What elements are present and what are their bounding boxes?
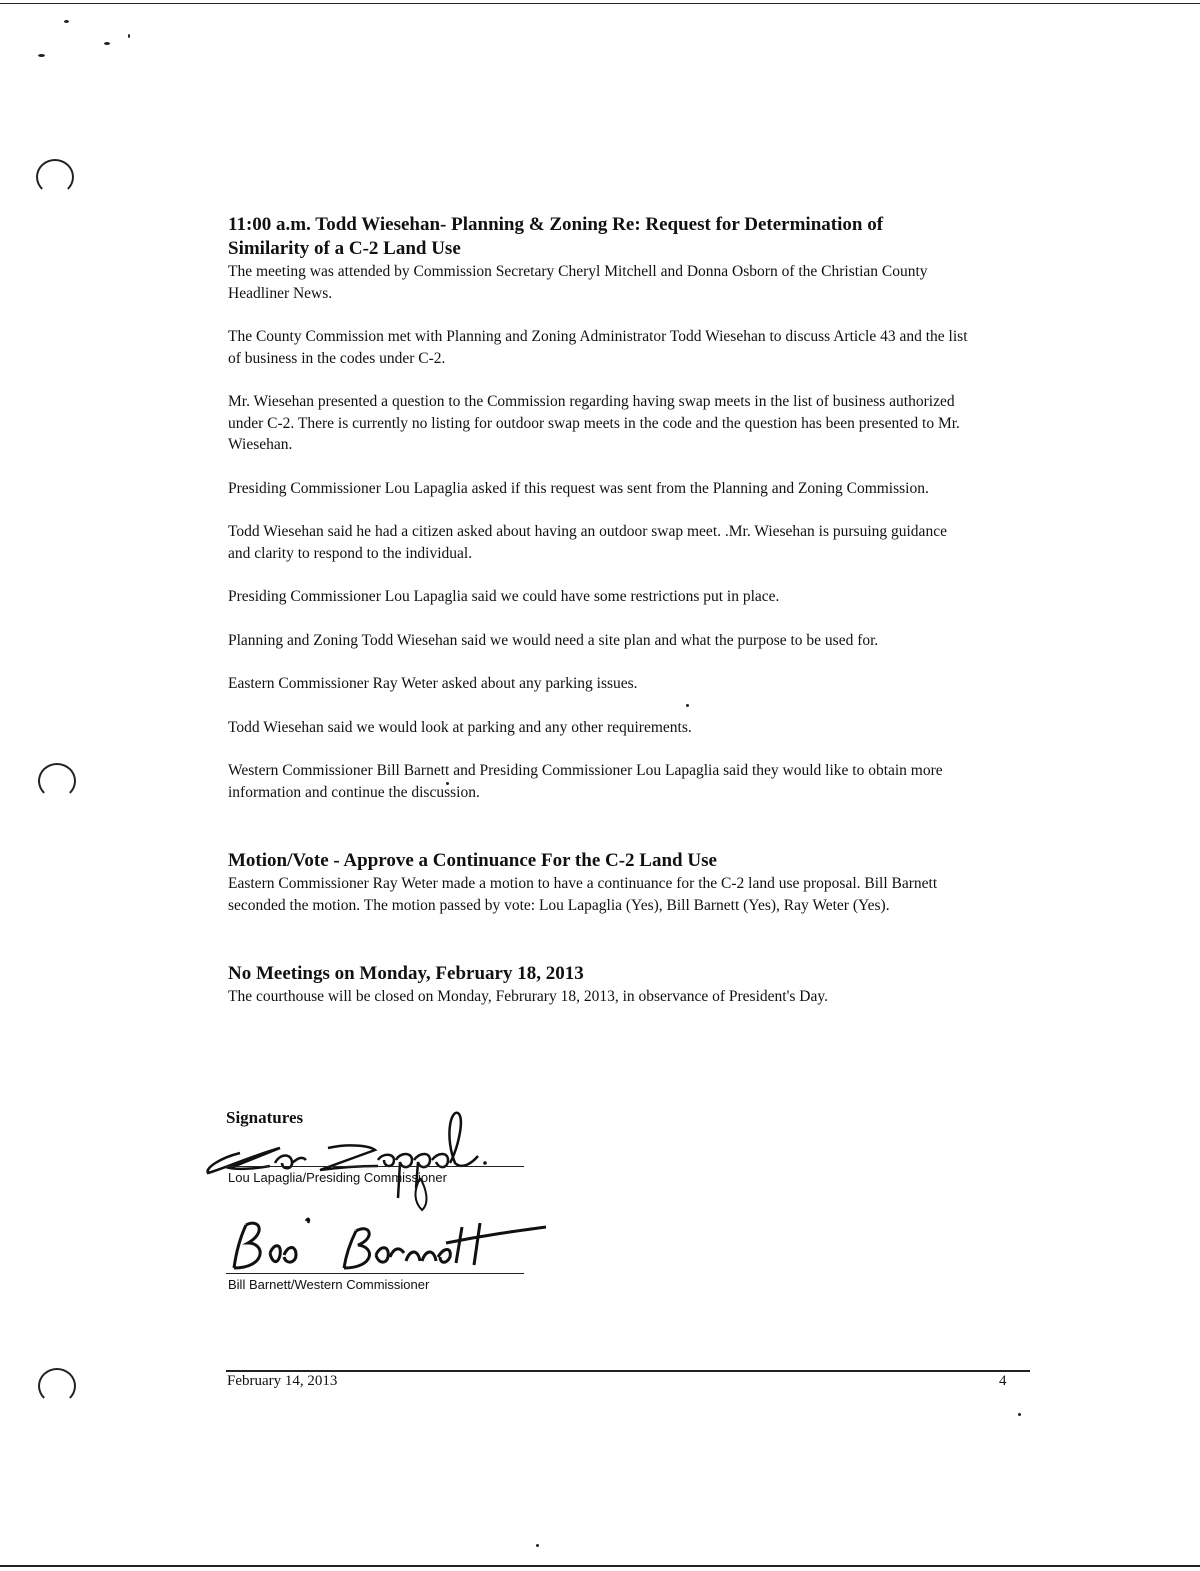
punch-hole-mark (36, 159, 74, 195)
scan-speck (536, 1544, 539, 1547)
document-body (228, 213, 968, 1008)
scan-speck (38, 54, 45, 57)
footer-date: February 14, 2013 (227, 1373, 338, 1389)
punch-hole-mark (38, 763, 76, 799)
top-border-line (0, 3, 1200, 4)
bottom-border-line (0, 1565, 1200, 1567)
footer-rule (226, 1370, 1030, 1372)
paragraph: Eastern Commissioner Ray Weter asked about any parking issues. (228, 675, 638, 692)
punch-hole-mark (38, 1368, 76, 1404)
paragraph: The County Commission met with Planning and Zoning Administrator Todd Wiesehan to discuss Article 43 and the list of business in the codes under C-2. (228, 328, 968, 367)
signature-caption-bill-barnett: Bill Barnett/Western Commissioner (228, 1277, 430, 1292)
section-heading-planning-zoning: 11:00 a.m. Todd Wiesehan- Planning & Zoning Re: Request for Determination of Similarity of a C-2 Land Use (228, 214, 884, 259)
section-heading-motion-vote: Motion/Vote - Approve a Continuance For the C-2 Land Use (228, 850, 717, 871)
paragraph: Presiding Commissioner Lou Lapaglia asked if this request was sent from the Planning and Zoning Commission. (228, 479, 929, 497)
paragraph: The meeting was attended by Commission Secretary Cheryl Mitchell and Donna Osborn of the Christian County Headliner News. (228, 263, 928, 302)
paragraph: Todd Wiesehan said we would look at parking and any other requirements. (228, 718, 692, 736)
scan-speck (1018, 1413, 1021, 1416)
handwritten-signature-lou-lapaglia (200, 1108, 540, 1218)
section-heading-no-meetings: No Meetings on Monday, February 18, 2013 (228, 963, 584, 984)
signature-line (226, 1273, 524, 1274)
handwritten-signature-bill-barnett (226, 1213, 556, 1278)
scan-speck (128, 34, 130, 38)
paragraph: Eastern Commissioner Ray Weter made a motion to have a continuance for the C-2 land use proposal. Bill Barnett seconded the motion. The motion passed by vote: Lou Lapaglia (Yes), Bill Barnett (Yes), Ray Weter (Yes). (228, 875, 938, 914)
paragraph: Planning and Zoning Todd Wiesehan said we would need a site plan and what the purpose to be used for. (228, 631, 879, 649)
scan-speck (64, 20, 69, 23)
paragraph: Presiding Commissioner Lou Lapaglia said we could have some restrictions put in place. (228, 588, 780, 605)
paragraph: The courthouse will be closed on Monday, Februrary 18, 2013, in observance of President's Day. (228, 988, 828, 1005)
signature-caption-lou-lapaglia: Lou Lapaglia/Presiding Commissioner (228, 1170, 447, 1185)
signatures-title: Signatures (226, 1108, 304, 1127)
scan-speck (104, 42, 110, 45)
signature-line (226, 1166, 524, 1167)
signature-block (226, 1108, 546, 1298)
paragraph: Todd Wiesehan said he had a citizen asked about having an outdoor swap meet. .Mr. Wiesehan is pursuing guidance and clarity to respond to the individual. (228, 523, 947, 562)
paragraph: Western Commissioner Bill Barnett and Presiding Commissioner Lou Lapaglia said they would like to obtain more information and continue the discussion. (228, 762, 943, 801)
paragraph: Mr. Wiesehan presented a question to the Commission regarding having swap meets in the list of business authorized under C-2. There is currently no listing for outdoor swap meets in the code and the question has been presented to Mr. Wiesehan. (228, 393, 960, 453)
page-number: 4 (999, 1373, 1007, 1389)
